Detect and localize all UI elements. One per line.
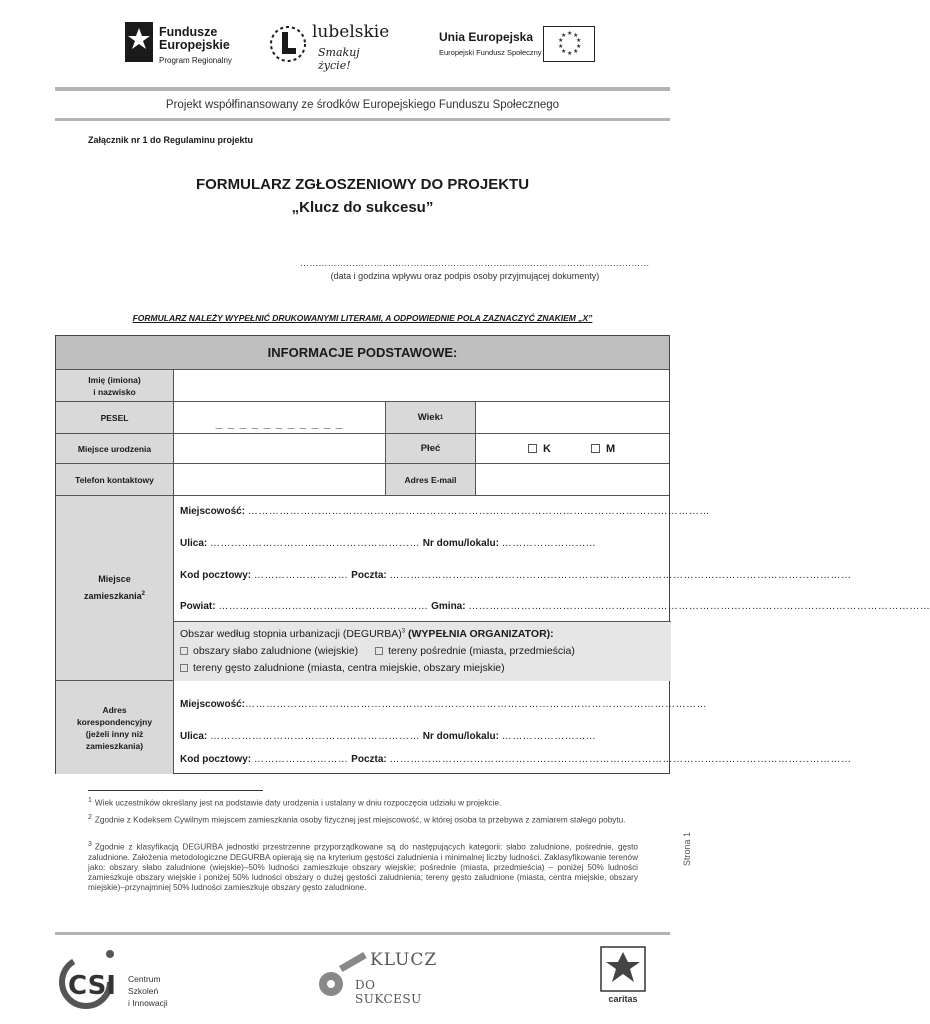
residence-footnote-ref: 2 [141, 591, 145, 597]
section-header [56, 336, 669, 370]
street-field[interactable] [180, 538, 780, 549]
header-rule [55, 87, 670, 91]
urb-title: Obszar według stopnia urbanizacji (DEGURBA) [180, 628, 402, 640]
header-logos [0, 18, 725, 78]
fn1-text: Wiek uczestników określany jest na podstawie daty urodzenia i ustalany w dniu rozpoczęcia udziału w projekcie. [94, 798, 502, 808]
corr-postal-label: Kod pocztowy: [180, 754, 254, 765]
registration-form [55, 335, 930, 774]
unia-europejska-logo [433, 26, 603, 66]
page-label: Strona 1 [682, 831, 693, 867]
sex-k-checkbox[interactable] [528, 443, 551, 455]
csi-line2: Szkoleń [128, 986, 159, 996]
svg-text:★: ★ [573, 48, 579, 55]
urbanization-title [180, 628, 554, 640]
urb-option-intermediate[interactable] [375, 645, 575, 657]
lubelskie-slogan: Smakuj życie! [318, 46, 360, 72]
svg-text:★: ★ [558, 37, 564, 44]
post-dots: …………………………………………………………………………………………………………………… [389, 570, 852, 581]
footnote-1 [88, 796, 638, 809]
checkbox-m-icon [591, 444, 600, 453]
age-footnote-ref: 1 [439, 414, 444, 421]
commune-dots: …………………………………………………………………………………………………………………… [468, 601, 930, 612]
email-label: Adres E-mail [386, 464, 476, 495]
fe-line3: Program Regionalny [159, 56, 232, 65]
city-dots: …………………………………………………………………………………………………………………… [247, 506, 710, 517]
residence-label [56, 496, 174, 680]
county-label: Powiat: [180, 601, 219, 612]
birthplace-label: Miejsce urodzenia [56, 434, 174, 463]
svg-text:★: ★ [576, 43, 582, 50]
post-label: Poczta: [348, 570, 390, 581]
name-label-1: Imię (imiona) [88, 374, 141, 385]
correspondence-row [56, 681, 852, 774]
header-rule-2 [55, 118, 670, 121]
corr-post-dots: …………………………………………………………………………………………………………………… [389, 754, 852, 765]
ue-title: Unia Europejska [439, 30, 534, 44]
city-label: Miejscowość: [180, 506, 248, 517]
street-dots: …………………………………………………… [210, 538, 421, 549]
svg-text:★: ★ [567, 50, 573, 57]
ue-subtitle: Europejski Fundusz Społeczny [439, 48, 542, 57]
email-input[interactable] [476, 464, 671, 495]
page-number [682, 828, 702, 876]
corr-label-2: korespondencyjny [76, 716, 153, 727]
fn2-text: Zgodnie z Kodeksem Cywilnym miejscem zamieszkania osoby fizycznej jest miejscowość, w której osoba ta przebywa z zamiarem stałego pobytu. [94, 815, 626, 825]
signature-line: …………………………………………………………………………………………………… [300, 258, 650, 268]
county-dots: …………………………………………………… [218, 601, 429, 612]
footnote-2 [88, 813, 638, 826]
csi-line1: Centrum [128, 974, 161, 984]
urbanization-options-row [180, 645, 575, 657]
name-row [56, 370, 669, 402]
caritas-name: caritas [608, 994, 638, 1004]
checkbox-k-icon [528, 444, 537, 453]
signature-note: (data i godzina wpływu oraz podpis osoby przyjmującej dokumenty) [330, 271, 600, 281]
age-label-text: Wiek [417, 411, 440, 423]
age-input[interactable] [476, 402, 671, 433]
lubelskie-name: lubelskie [312, 22, 390, 42]
checkbox-dense-icon [180, 664, 188, 672]
fe-line2: Europejskie [159, 38, 230, 52]
section-title: INFORMACJE PODSTAWOWE: [267, 345, 458, 360]
fn2-num: 2 [88, 814, 92, 821]
lubelskie-logo [268, 20, 393, 70]
fill-instruction: FORMULARZ NALEŻY WYPEŁNIĆ DRUKOWANYMI LITERAMI, A ODPOWIEDNIE POLA ZAZNACZYĆ ZNAKIEM „X” [132, 313, 593, 323]
footnote-rule [88, 790, 263, 791]
urb-opt1-label: obszary słabo zaludnione (wiejskie) [193, 645, 359, 657]
sex-options [476, 434, 671, 463]
urb-title-bold: (WYPEŁNIA ORGANIZATOR): [405, 628, 554, 640]
birthplace-input[interactable] [174, 434, 386, 463]
csi-line3: i Innowacji [128, 998, 168, 1008]
annex-label: Załącznik nr 1 do Regulaminu projektu [88, 135, 254, 145]
fn1-num: 1 [88, 797, 92, 804]
postal-label: Kod pocztowy: [180, 570, 254, 581]
corr-city-label: Miejscowość: [180, 699, 246, 710]
age-label [386, 402, 476, 433]
pesel-input[interactable] [174, 402, 386, 433]
residence-label-1: Miejsce [98, 574, 131, 584]
urb-opt3-label: tereny gęsto zaludnione (miasta, centra miejskie, obszary miejskie) [193, 662, 505, 674]
residence-label-2: zamieszkania [84, 591, 142, 601]
postal-dots: ……………………… [253, 570, 349, 581]
urbanization-section [174, 621, 671, 681]
fe-star-icon [123, 20, 155, 64]
footnote-3 [88, 840, 638, 893]
phone-input[interactable] [174, 464, 386, 495]
postal-field[interactable] [180, 570, 852, 581]
svg-text:★: ★ [573, 32, 579, 39]
corr-street-field[interactable] [180, 731, 780, 742]
corr-label-4: zamieszkania) [85, 740, 144, 751]
street-label: Ulica: [180, 538, 211, 549]
urb-option-dense[interactable] [180, 662, 505, 674]
fundusze-europejskie-logo [123, 20, 243, 70]
corr-postal-dots: ……………………… [253, 754, 349, 765]
corr-label-3: (jeżeli inny niż [85, 728, 144, 739]
csi-mark-icon [58, 946, 124, 1012]
checkbox-rural-icon [180, 647, 188, 655]
klucz-line2: DO SUKCESU [355, 978, 422, 1006]
phone-label: Telefon kontaktowy [56, 464, 174, 495]
svg-text:★: ★ [561, 48, 567, 55]
correspondence-label [56, 681, 174, 774]
sex-m-checkbox[interactable] [591, 443, 615, 455]
birthplace-row [56, 434, 669, 464]
klucz-logo [315, 948, 438, 1010]
corr-city-field[interactable] [180, 699, 780, 710]
name-label-2: i nazwisko [93, 386, 136, 397]
project-name: „Klucz do sukcesu” [291, 199, 434, 216]
name-input[interactable] [174, 370, 671, 401]
corr-house-label: Nr domu/lokalu: [420, 731, 502, 742]
sex-m-label: M [605, 442, 616, 455]
klucz-line1: KLUCZ [370, 950, 438, 970]
sex-label: Płeć [386, 434, 476, 463]
caritas-emblem-icon [598, 946, 648, 992]
corr-street-dots: …………………………………………………… [210, 731, 421, 742]
corr-postal-field[interactable] [180, 754, 852, 765]
urb-opt2-label: tereny pośrednie (miasta, przedmieścia) [388, 645, 575, 657]
pesel-dashes: _ _ _ _ _ _ _ _ _ _ _ [215, 415, 344, 430]
lubelskie-emblem-icon [268, 24, 308, 64]
footer-rule [55, 932, 670, 935]
urb-footnote-ref: 3 [401, 628, 406, 635]
city-field[interactable] [180, 506, 780, 517]
correspondence-fields [174, 681, 852, 774]
fn3-text: Zgodnie z klasyfikacją DEGURBA jednostki przestrzenne przyporządkowane są do następujących kategorii: słabo zaludnione, pośrednie, gęsto zaludnione. Założenia metodologiczne DEGURBA opierają się na kryterium gęstości zaludnienia i minimalnej liczby ludności. Zaklasyfikowanie terenów jako: obszary słabo zaludnione (wiejskie)–50% ludności zamieszkuje obszary wiejskie; pośrednie (miasta, przedmieścia) – poniżej 50% ludności zamieszkuje obszary wiejskie i poniżej 50% ludności obszary o dużej gęstości zaludnienia; tereny gęsto zaludnione (miasta, centra miejskie, obszary miejskie)–przynajmniej 50% ludności zamieszkuje obszary gęsto zaludnione. [88, 842, 638, 892]
urbanization-option-row-2 [180, 662, 505, 674]
checkbox-intermediate-icon [375, 647, 383, 655]
pesel-row [56, 402, 669, 434]
corr-label-1: Adres [102, 704, 127, 715]
svg-text:★: ★ [576, 37, 582, 44]
cofinance-note: Projekt współfinansowany ze środków Europejskiego Funduszu Społecznego [165, 99, 560, 111]
svg-text:★: ★ [567, 30, 573, 37]
house-label: Nr domu/lokalu: [420, 538, 502, 549]
svg-text:★: ★ [561, 32, 567, 39]
county-field[interactable] [180, 601, 930, 612]
corr-post-label: Poczta: [348, 754, 390, 765]
corr-house-dots: ……………………… [501, 731, 597, 742]
caritas-logo [598, 946, 648, 1008]
pesel-label: PESEL [56, 402, 174, 433]
phone-row [56, 464, 669, 496]
house-dots: ……………………… [501, 538, 597, 549]
eu-flag-icon [543, 26, 595, 62]
fn3-num: 3 [88, 841, 92, 848]
name-label [56, 370, 174, 401]
csi-logo [58, 942, 178, 1012]
svg-text:★: ★ [558, 43, 564, 50]
csi-mark-text: CSI [68, 971, 116, 1001]
corr-city-dots: …………………………………………………………………………………………………………………… [245, 699, 708, 710]
fe-line1: Fundusze [159, 25, 218, 39]
page-title: FORMULARZ ZGŁOSZENIOWY DO PROJEKTU [195, 176, 530, 193]
sex-k-label: K [543, 442, 551, 455]
corr-street-label: Ulica: [180, 731, 211, 742]
commune-label: Gmina: [428, 601, 469, 612]
urb-option-rural[interactable] [180, 645, 358, 657]
